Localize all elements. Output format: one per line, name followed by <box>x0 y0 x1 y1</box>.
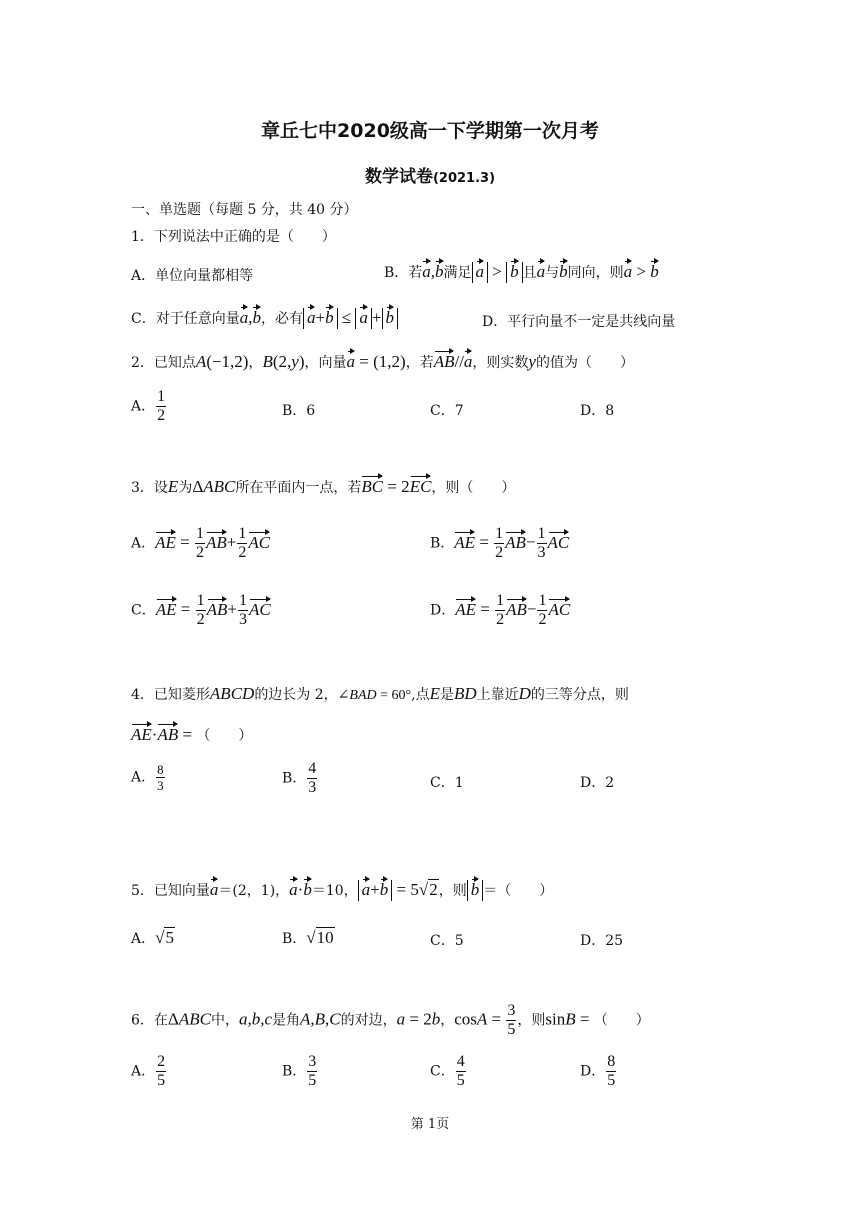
q4-stem-mid4: 上靠近 <box>476 687 519 703</box>
section-heading: 一、单选题（每题 5 分，共 40 分） <box>131 202 358 218</box>
q2-stem-mid1: ， <box>248 355 263 371</box>
q1-stem: 1．下列说法中正确的是（ ） <box>131 229 336 245</box>
q2-a-label: A． <box>131 398 156 415</box>
q1-b-mid2: 且 <box>522 265 537 281</box>
q2-option-d: D．8 <box>580 403 615 419</box>
q3-option-c: C．AE = $\frac{1}{2}$ AB+ $\frac{1}{3}$ AC <box>131 592 271 628</box>
q4-b-label: B． <box>282 770 307 787</box>
q5-stem-mid2: ＝10， <box>311 883 358 899</box>
q2-stem-post: ，则实数 <box>472 355 529 371</box>
page-number: 第 1页 <box>410 1117 450 1132</box>
q5-stem-pre: 5．已知向量 <box>131 883 210 899</box>
q1-option-a: A．单位向量都相等 <box>131 268 254 284</box>
q6-stem-mid2: 是角 <box>272 1012 301 1029</box>
q4-stem: 4．已知菱形ABCD的边长为 2，∠BAD = 60°,点E是BD上靠近D的三等分点，则 <box>131 684 629 703</box>
q3-stem: 3．设E为ΔABC所在平面内一点，若BC = 2EC，则（ ） <box>131 477 516 496</box>
q6-option-b: B． $\frac{3}{5}$ <box>282 1053 317 1089</box>
q3-d-label: D． <box>430 602 456 619</box>
q6-stem-mid3: 的对边， <box>340 1012 397 1029</box>
q2-stem-mid2: ，向量 <box>304 355 347 371</box>
q6-option-a: A． $\frac{2}{5}$ <box>131 1053 166 1089</box>
q2-stem-pre: 2．已知点 <box>131 355 196 371</box>
q4-option-b: B． $\frac{4}{3}$ <box>282 760 317 796</box>
q4-stem-mid1: 的边长为 2， <box>254 687 338 703</box>
q3-b-label: B． <box>430 535 455 552</box>
q6-stem: 6．在ΔABC中，a,b,c是角A,B,C的对边，a = 2b，cosA = $\frac{3}{5}$ ，则sinB = （ ） <box>131 1002 650 1038</box>
q4-stem-pre: 4．已知菱形 <box>131 687 210 703</box>
q4-stem-mid2: ,点 <box>411 687 430 703</box>
exam-title: 章丘七中2020级高一下学期第一次月考 <box>261 120 599 142</box>
q4-option-c: C．1 <box>430 775 464 791</box>
q6-option-c: C． $\frac{4}{5}$ <box>430 1053 465 1089</box>
q2-stem-mid3: ，若 <box>405 355 434 371</box>
q5-stem: 5．已知向量a＝(2，1)，a·b＝10， a+b = 5√2，则 b ＝（ ） <box>131 880 554 899</box>
q3-stem-end: ，则（ ） <box>431 480 516 496</box>
q5-b-label: B． <box>282 931 307 947</box>
q4-a-label: A． <box>131 769 156 786</box>
q5-option-c: C．5 <box>430 933 464 949</box>
q6-c-label: C． <box>430 1063 455 1080</box>
q5-stem-mid3: ，则 <box>438 883 467 899</box>
q3-stem-mid2: 所在平面内一点，若 <box>235 480 362 496</box>
q5-stem-mid1: ＝(2，1)， <box>218 883 290 899</box>
q2-option-a: A． $\frac{1}{2}$ <box>131 388 166 424</box>
q2-option-b: B．6 <box>282 403 316 419</box>
q6-stem-end: （ ） <box>593 1012 650 1029</box>
q5-stem-end: ＝（ ） <box>483 883 554 899</box>
q3-stem-mid1: 为 <box>178 480 193 496</box>
q3-a-label: A． <box>131 535 156 552</box>
q3-option-b: B．AE = $\frac{1}{2}$ AB− $\frac{1}{3}$ AC <box>430 525 570 561</box>
q2-option-c: C．7 <box>430 403 464 419</box>
q1-option-d: D．平行向量不一定是共线向量 <box>482 314 676 330</box>
q6-stem-pre: 6．在 <box>131 1012 168 1029</box>
q3-option-d: D．AE = $\frac{1}{2}$ AB− $\frac{1}{2}$ AC <box>430 592 571 628</box>
q2-stem-end: 的值为（ ） <box>535 355 634 371</box>
q1-b-mid3: 与 <box>545 265 560 281</box>
q4-stem-mid3: 是 <box>439 687 454 703</box>
q5-option-b: B．√10 <box>282 928 334 947</box>
q6-stem-mid5: ，则 <box>517 1012 546 1029</box>
q1-b-pre: B．若 <box>384 265 423 281</box>
q1-c-pre: C．对于任意向量 <box>131 311 240 327</box>
q3-option-a: A．AE = $\frac{1}{2}$ AB+ $\frac{1}{2}$ AC <box>131 525 271 561</box>
q5-a-label: A． <box>131 931 156 947</box>
q1-option-c: C．对于任意向量a,b，必有 a+b ≤ a + b <box>131 308 398 329</box>
q6-a-label: A． <box>131 1063 156 1080</box>
q2-stem: 2．已知点A(−1,2)，B(2,y)，向量a = (1,2)，若AB//a，则实数y的值为（ ） <box>131 352 634 371</box>
q4-line2-end: （ ） <box>196 728 253 744</box>
q1-b-mid1: 满足 <box>443 265 472 281</box>
q5-option-d: D．25 <box>580 933 624 949</box>
q4-option-a: A． $\frac{8}{3}$ <box>131 762 164 793</box>
subtitle-date: (2021.3) <box>432 171 496 186</box>
exam-subtitle <box>0 162 860 187</box>
q6-stem-mid4: ， <box>440 1012 455 1029</box>
q1-b-mid4: 同向，则 <box>567 265 624 281</box>
q1-c-mid: ，必有 <box>260 311 303 327</box>
q1-option-b: B．若a,b满足 a > b 且a与b同向，则a > b <box>384 262 659 281</box>
q4-stem-line2: AE·AB = （ ） <box>131 725 253 744</box>
q6-stem-mid1: 中， <box>210 1012 239 1029</box>
q6-d-label: D． <box>580 1063 606 1080</box>
q4-option-d: D．2 <box>580 775 615 791</box>
q5-option-a: A．√5 <box>131 928 174 947</box>
q6-option-d: D． $\frac{8}{5}$ <box>580 1053 616 1089</box>
q4-stem-end: 的三等分点，则 <box>530 687 629 703</box>
q3-stem-pre: 3．设 <box>131 480 168 496</box>
subtitle-text: 数学试卷 <box>364 167 433 187</box>
q6-b-label: B． <box>282 1063 307 1080</box>
q3-c-label: C． <box>131 602 156 619</box>
